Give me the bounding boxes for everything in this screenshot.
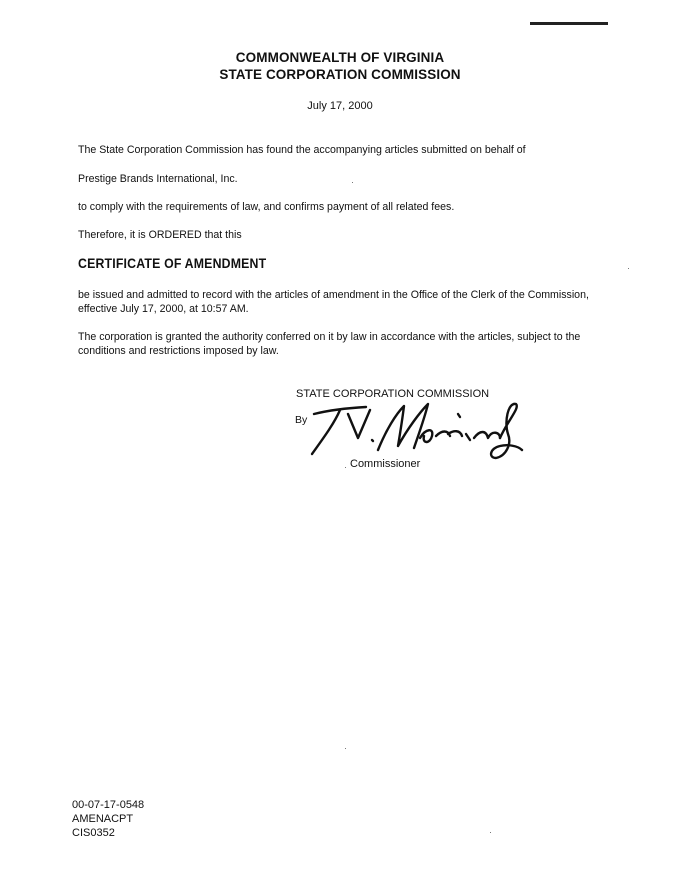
signatory-title: Commissioner (350, 458, 421, 470)
document-date: July 17, 2000 (307, 100, 373, 112)
certificate-title: CERTIFICATE OF AMENDMENT (78, 255, 267, 271)
scan-speck (352, 182, 353, 183)
compliance-paragraph: to comply with the requirements of law, and confirms payment of all related fees. (78, 201, 455, 213)
reference-form-code: CIS0352 (72, 827, 115, 839)
entity-name: Prestige Brands International, Inc. (78, 173, 238, 185)
reference-block (72, 798, 144, 840)
header-commonwealth: COMMONWEALTH OF VIRGINIA (235, 50, 445, 65)
top-rule (530, 22, 608, 25)
order-paragraph: Therefore, it is ORDERED that this (78, 229, 242, 241)
scan-speck (345, 748, 346, 749)
scan-speck (490, 832, 491, 833)
scan-speck (628, 268, 629, 269)
issuance-paragraph: be issued and admitted to record with the articles of amendment in the Office of the Clerk of the Commission, effective July 17, 2000, at 10:57 AM. (78, 289, 589, 315)
authority-paragraph: The corporation is granted the authority conferred on it by law in accordance with the articles, subject to the conditions and restrictions imposed by law. (78, 331, 581, 357)
scan-speck (345, 467, 346, 468)
handwritten-signature (308, 400, 528, 462)
header-commission: STATE CORPORATION COMMISSION (219, 67, 461, 82)
reference-type-code: AMENACPT (72, 813, 134, 825)
finding-paragraph: The State Corporation Commission has found the accompanying articles submitted on behalf of (78, 144, 526, 156)
reference-number: 00-07-17-0548 (72, 799, 145, 811)
by-label: By (295, 414, 308, 426)
signature-organization: STATE CORPORATION COMMISSION (296, 388, 490, 400)
